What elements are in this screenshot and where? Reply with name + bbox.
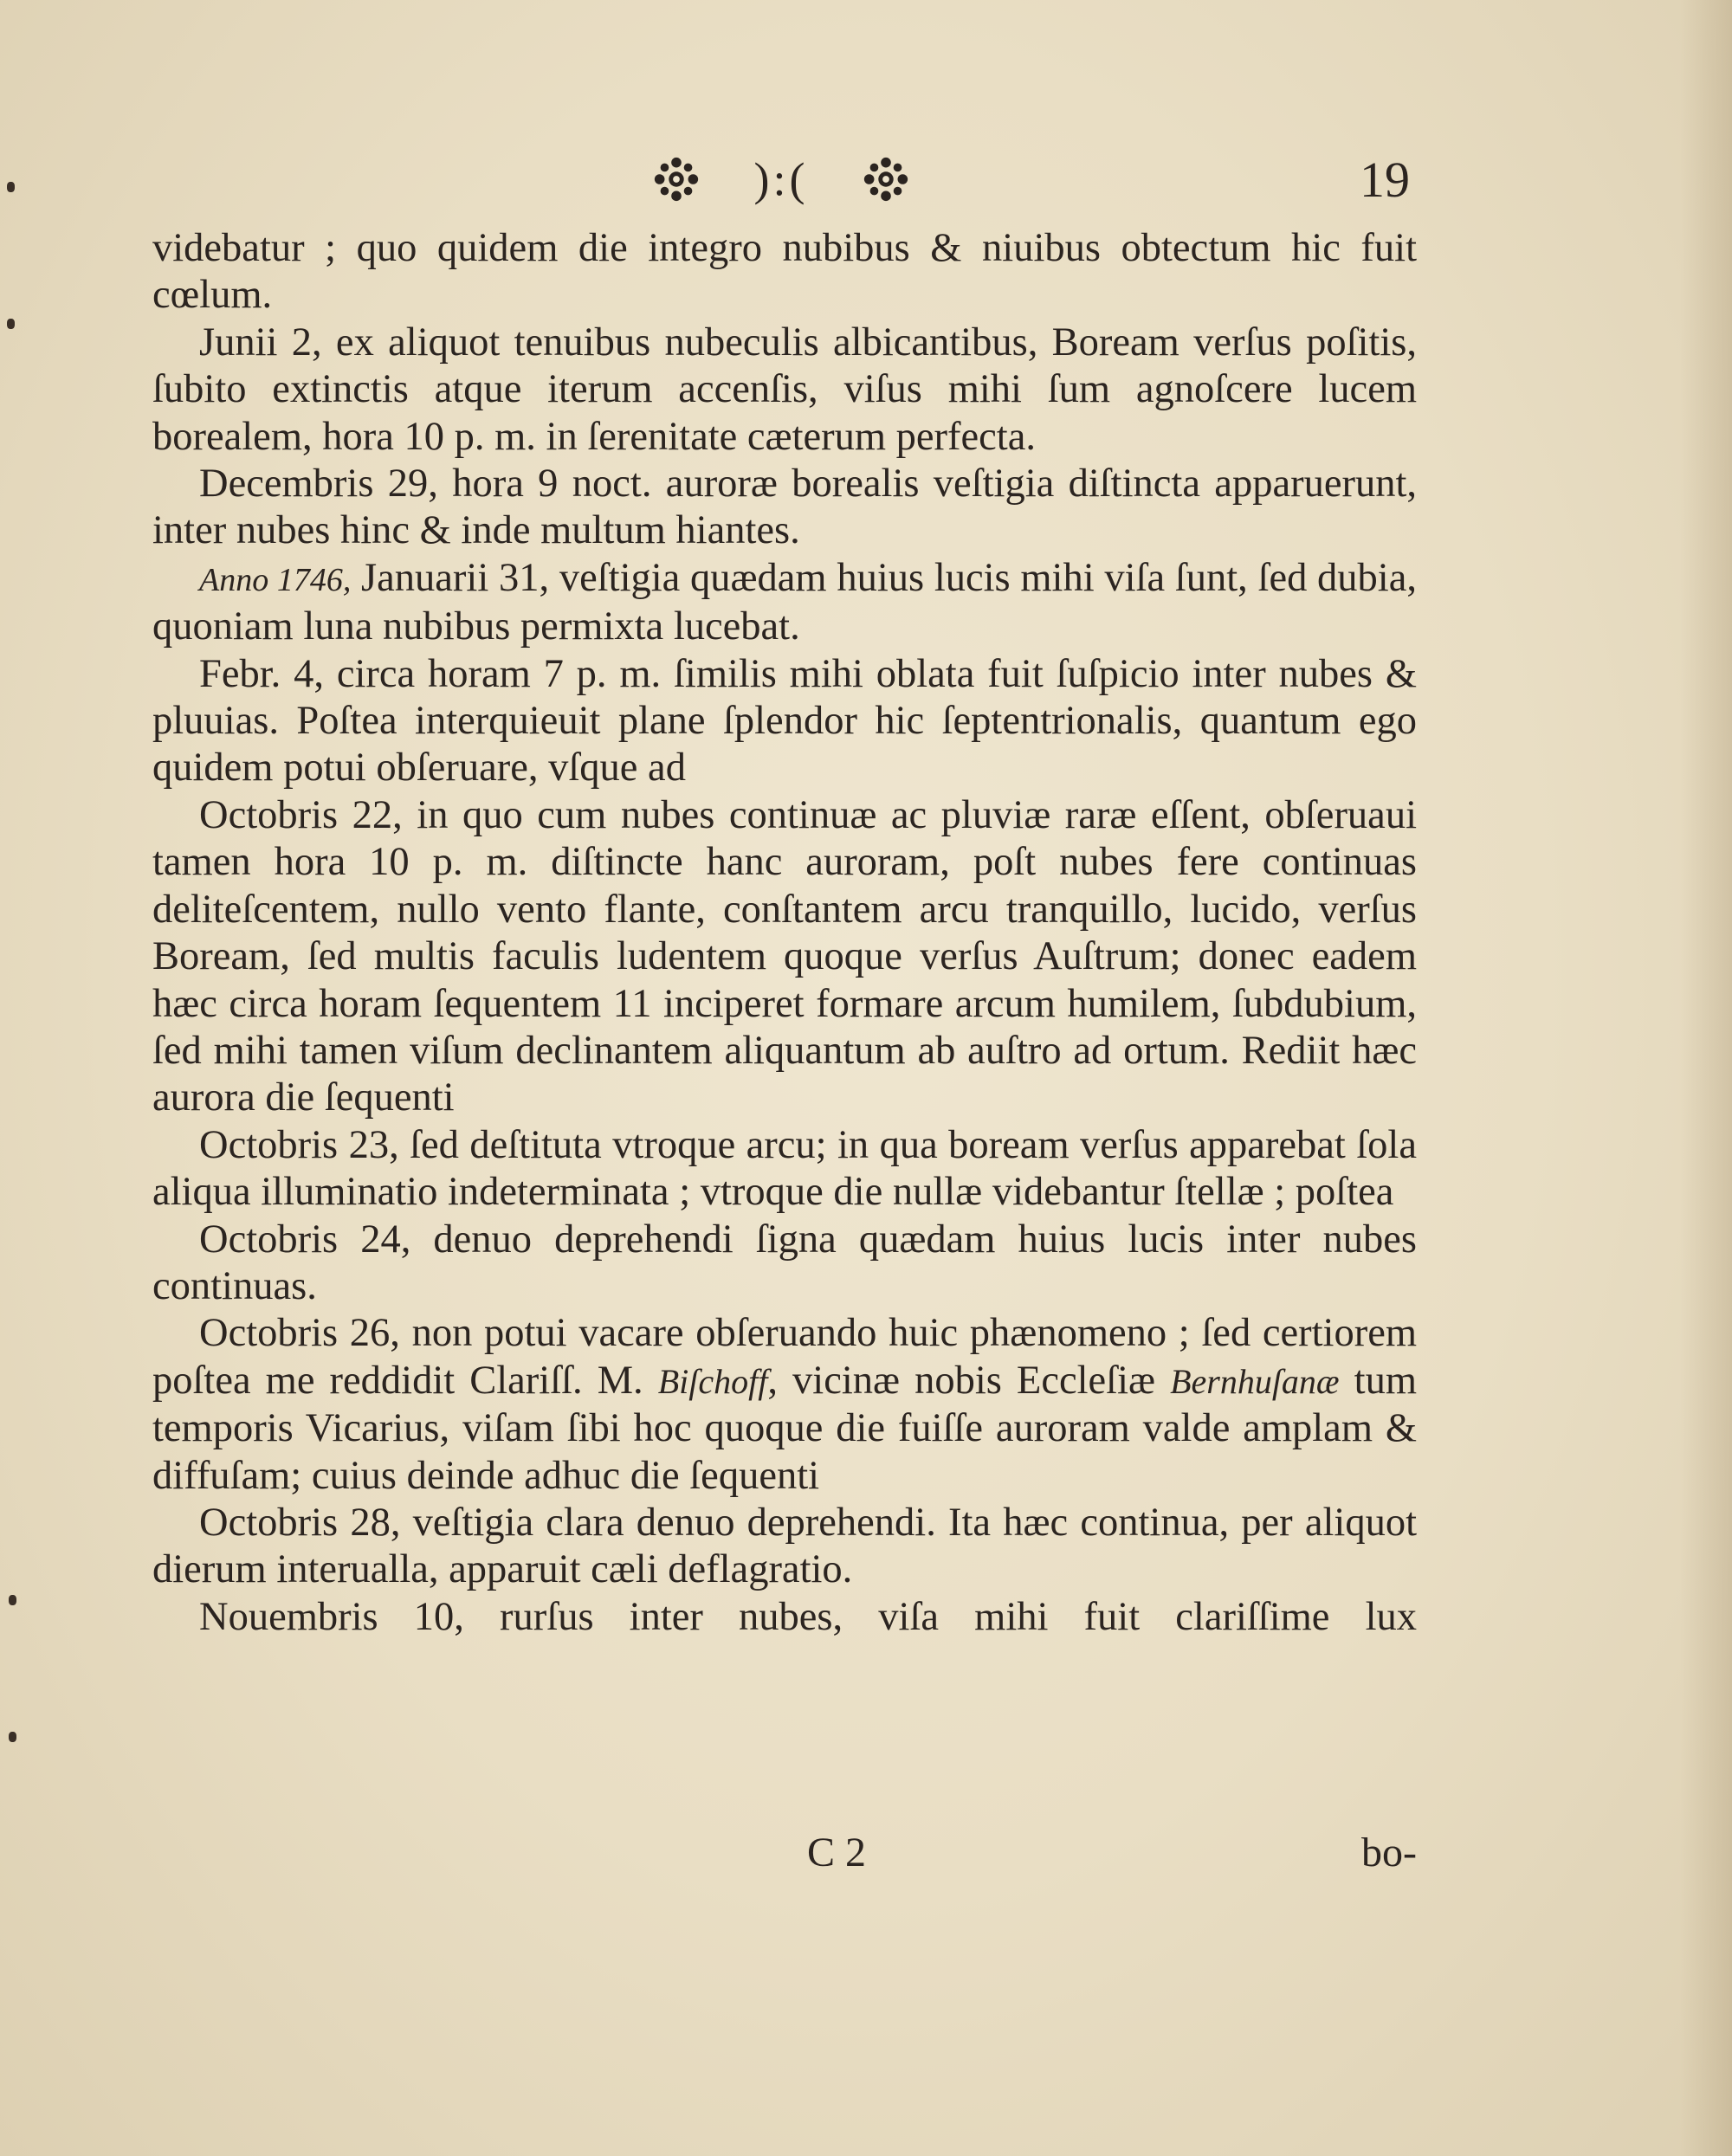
paragraph-text: Januarii 31, veſtigia quædam huius lucis mihi viſa ſunt, ſed dubia, quoniam luna nubibus permixta lucebat.	[152, 555, 1417, 649]
head-ornament	[651, 149, 911, 210]
catchword: bo-	[1361, 1830, 1417, 1875]
floral-ornament-icon	[651, 154, 701, 204]
floral-ornament-icon	[861, 154, 911, 204]
paragraph: Nouembris 10, rurſus inter nubes, viſa mihi fuit clariſſime lux	[199, 1594, 1417, 1639]
margin-speck	[7, 182, 15, 192]
paragraph: Octobris 24, denuo deprehendi ſigna quædam huius lucis inter nubes continuas.	[152, 1217, 1417, 1308]
paragraph: Octobris 28, veſtigia clara denuo deprehendi. Ita hæc continua, per aliquot dierum interualla, apparuit cæli deflagratio.	[152, 1500, 1417, 1592]
paragraph-text: tum temporis Vicarius, viſam ſibi hoc quoque die fuiſſe auroram valde amplam & diffuſam; cuius deinde adhuc die ſequenti	[152, 1358, 1417, 1498]
margin-speck	[7, 319, 15, 329]
running-head	[0, 145, 1732, 215]
year-note: Anno 1746,	[199, 561, 352, 598]
head-mark: ):(	[753, 153, 809, 205]
paragraph: videbatur ; quo quidem die integro nubibus & niuibus obtectum hic fuit cœlum.	[152, 226, 1417, 318]
page-number: 19	[1360, 152, 1410, 208]
body-text	[152, 225, 1417, 1641]
place-name: Bernhuſanæ	[1170, 1361, 1340, 1401]
person-name: Biſchoff	[657, 1361, 768, 1401]
paragraph: Junii 2, ex aliquot tenuibus nubeculis albicantibus, Boream verſus poſitis, ſubito extinctis atque iterum accenſis, viſus mihi ſum agnoſcere lucem borealem, hora 10 p. m. in ſerenitate cæterum perfecta.	[152, 320, 1417, 459]
paragraph: Octobris 23, ſed deſtituta vtroque arcu; in qua boream verſus apparebat ſola aliqua illuminatio indeterminata ; vtroque die nullæ videbantur ſtellæ ; poſtea	[152, 1122, 1417, 1215]
paragraph: Octobris 22, in quo cum nubes continuæ ac pluviæ raræ eſſent, obſeruaui tamen hora 10 p. m. diſtincte hanc auroram, poſt nubes fere continuas deliteſcentem, nullo vento flante, conſtantem arcu tranquillo, lucido, verſus Boream, ſed multis faculis ludentem quoque verſus Auſtrum; donec eadem hæc circa horam ſequentem 11 inciperet formare arcum humilem, ſubdubium, ſed mihi tamen viſum declinantem aliquantum ab auſtro ad ortum. Rediit hæc aurora die ſequenti	[152, 792, 1417, 1120]
paragraph	[152, 555, 1417, 651]
paragraph: Febr. 4, circa horam 7 p. m. ſimilis mihi oblata fuit ſuſpicio inter nubes & pluuias. Poſtea interquieuit plane ſplendor hic ſeptentrionalis, quantum ego quidem potui obſeruare, vſque ad	[152, 651, 1417, 791]
signature-mark: C 2	[807, 1830, 867, 1875]
paragraph	[152, 1310, 1417, 1500]
margin-speck	[9, 1732, 16, 1742]
paragraph-text: , vicinæ nobis Eccleſiæ	[767, 1358, 1171, 1403]
margin-speck	[9, 1595, 16, 1605]
page-footer	[152, 1829, 1417, 1889]
paragraph: Decembris 29, hora 9 noct. auroræ borealis veſtigia diſtincta apparuerunt, inter nubes hinc & inde multum hiantes.	[152, 462, 1417, 553]
paragraph-text: Octobris 26, non potui vacare obſeruando huic phænomeno ; ſed certiorem poſtea me reddidit Clariſſ. M.	[152, 1311, 1417, 1403]
page-edge-shadow	[1680, 0, 1732, 2156]
